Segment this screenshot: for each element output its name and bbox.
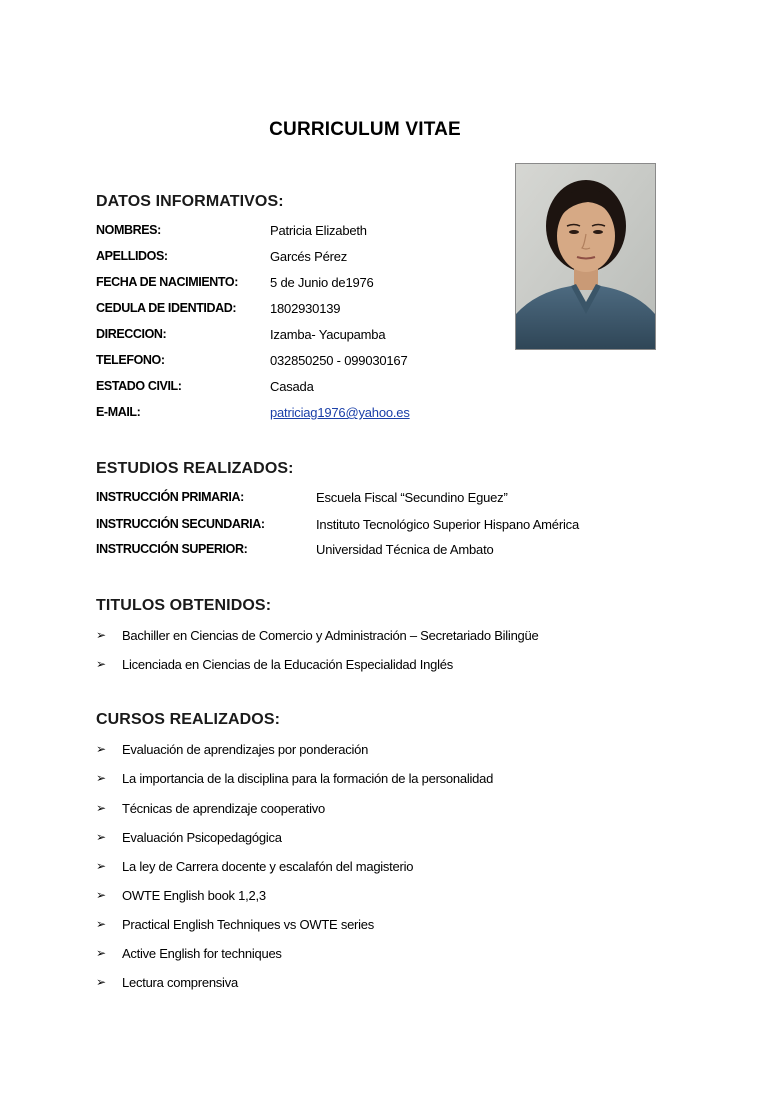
section-title-cursos: CURSOS REALIZADOS: (96, 711, 281, 728)
list-item-text: Lectura comprensiva (122, 975, 238, 990)
arrow-bullet-icon: ➢ (96, 628, 107, 642)
list-item (96, 801, 716, 821)
studies-row-superior (96, 542, 696, 562)
info-row-email (96, 405, 696, 425)
section-title-datos: DATOS INFORMATIVOS: (96, 193, 284, 210)
email-link[interactable]: patriciag1976@yahoo.es (270, 405, 410, 420)
info-value: 1802930139 (270, 301, 341, 316)
info-value: Casada (270, 379, 314, 394)
info-row-apellidos (96, 249, 696, 269)
info-value: 5 de Junio de1976 (270, 275, 374, 290)
arrow-bullet-icon: ➢ (96, 888, 107, 902)
info-row-fecha-nacimiento (96, 275, 696, 295)
arrow-bullet-icon: ➢ (96, 771, 107, 785)
list-item-text: Active English for techniques (122, 946, 282, 961)
info-row-estado-civil (96, 379, 696, 399)
info-row-nombres (96, 223, 696, 243)
list-item-text: Evaluación de aprendizajes por ponderación (122, 742, 369, 757)
section-title-estudios: ESTUDIOS REALIZADOS: (96, 460, 294, 477)
info-row-cedula (96, 301, 696, 321)
arrow-bullet-icon: ➢ (96, 801, 107, 815)
list-item (96, 771, 716, 791)
info-label: NOMBRES: (96, 223, 161, 237)
studies-value: Escuela Fiscal “Secundino Eguez” (316, 490, 508, 505)
list-item-text: OWTE English book 1,2,3 (122, 888, 266, 903)
document-title: CURRICULUM VITAE (269, 119, 461, 140)
info-label: FECHA DE NACIMIENTO: (96, 275, 239, 289)
list-item-text: La importancia de la disciplina para la formación de la personalidad (122, 771, 494, 786)
info-label: E-MAIL: (96, 405, 141, 419)
list-item (96, 830, 716, 850)
list-item (96, 888, 716, 908)
arrow-bullet-icon: ➢ (96, 946, 107, 960)
info-value: Garcés Pérez (270, 249, 348, 264)
list-item (96, 657, 716, 677)
studies-label: INSTRUCCIÓN PRIMARIA: (96, 490, 244, 504)
info-value: Izamba- Yacupamba (270, 327, 386, 342)
list-item (96, 859, 716, 879)
info-value: Patricia Elizabeth (270, 223, 367, 238)
arrow-bullet-icon: ➢ (96, 859, 107, 873)
list-item-text: Bachiller en Ciencias de Comercio y Administración – Secretariado Bilingüe (122, 628, 539, 643)
studies-value: Instituto Tecnológico Superior Hispano América (316, 517, 579, 532)
studies-label: INSTRUCCIÓN SECUNDARIA: (96, 517, 265, 531)
info-label: APELLIDOS: (96, 249, 168, 263)
info-label: DIRECCION: (96, 327, 167, 341)
list-item-text: Practical English Techniques vs OWTE series (122, 917, 374, 932)
list-item-text: Licenciada en Ciencias de la Educación Especialidad Inglés (122, 657, 453, 672)
info-label: TELEFONO: (96, 353, 165, 367)
arrow-bullet-icon: ➢ (96, 830, 107, 844)
studies-row-secundaria (96, 517, 696, 537)
arrow-bullet-icon: ➢ (96, 657, 107, 671)
list-item (96, 742, 716, 762)
studies-row-primaria (96, 490, 696, 510)
studies-value: Universidad Técnica de Ambato (316, 542, 494, 557)
info-label: ESTADO CIVIL: (96, 379, 182, 393)
list-item (96, 628, 716, 648)
arrow-bullet-icon: ➢ (96, 917, 107, 931)
list-item-text: La ley de Carrera docente y escalafón del magisterio (122, 859, 414, 874)
list-item (96, 946, 716, 966)
info-row-direccion (96, 327, 696, 347)
arrow-bullet-icon: ➢ (96, 975, 107, 989)
list-item-text: Técnicas de aprendizaje cooperativo (122, 801, 325, 816)
info-row-telefono (96, 353, 696, 373)
studies-label: INSTRUCCIÓN SUPERIOR: (96, 542, 248, 556)
list-item (96, 917, 716, 937)
arrow-bullet-icon: ➢ (96, 742, 107, 756)
info-value: 032850250 - 099030167 (270, 353, 408, 368)
list-item-text: Evaluación Psicopedagógica (122, 830, 282, 845)
list-item (96, 975, 716, 995)
info-label: CEDULA DE IDENTIDAD: (96, 301, 237, 315)
section-title-titulos: TITULOS OBTENIDOS: (96, 597, 272, 614)
